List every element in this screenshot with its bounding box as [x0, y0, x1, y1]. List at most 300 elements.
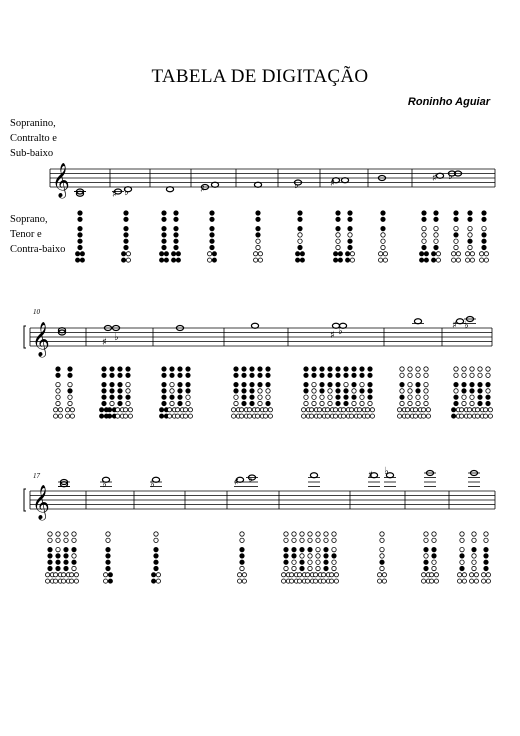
hole-open [486, 373, 490, 377]
hole-closed [210, 233, 214, 237]
hole-closed [64, 547, 68, 551]
hole-closed [162, 233, 166, 237]
hole-open [470, 579, 474, 583]
hole-closed [234, 389, 238, 393]
hole-closed [338, 258, 342, 262]
hole-open [126, 382, 130, 386]
hole-open [170, 389, 174, 393]
hole-open [434, 573, 438, 577]
hole-open [462, 401, 466, 405]
hole-open [332, 547, 336, 551]
hole-closed [106, 560, 110, 564]
hole-closed [250, 373, 254, 377]
hole-open [302, 414, 306, 418]
fingering-chart-icon [186, 367, 190, 406]
fingering-chart-icon [308, 532, 312, 571]
hole-open [74, 579, 78, 583]
hole-closed [56, 373, 60, 377]
hole-closed [48, 560, 52, 564]
hole-open [56, 547, 60, 551]
hole-closed [336, 401, 340, 405]
hole-open [360, 382, 364, 386]
hole-open [66, 414, 70, 418]
hole-open [484, 408, 488, 412]
fingering-chart-icon [432, 532, 436, 571]
hole-open [383, 258, 387, 262]
hole-closed [320, 373, 324, 377]
hole-closed [172, 252, 176, 256]
hole-open [379, 252, 383, 256]
hole-open [462, 367, 466, 371]
hole-open [348, 233, 352, 237]
hole-closed [432, 547, 436, 551]
hole-open [422, 579, 426, 583]
hole-closed [164, 252, 168, 256]
hole-open [470, 401, 474, 405]
hole-open [328, 389, 332, 393]
hole-closed [336, 217, 340, 221]
hole-closed [308, 547, 312, 551]
hole-open [240, 414, 244, 418]
hole-closed [102, 395, 106, 399]
hole-closed [250, 401, 254, 405]
hole-closed [106, 566, 110, 570]
fingering-chart-icon [124, 211, 128, 250]
hole-open [284, 532, 288, 536]
hole-closed [424, 566, 428, 570]
measure-number-17: 17 [33, 472, 40, 480]
hole-open [116, 414, 120, 418]
hole-closed [368, 395, 372, 399]
hole-open [468, 408, 472, 412]
hole-open [266, 389, 270, 393]
hole-open [66, 408, 70, 412]
hole-closed [118, 401, 122, 405]
hole-open [484, 258, 488, 262]
hole-open [240, 566, 244, 570]
fingering-chart-icon [110, 367, 114, 406]
hole-open [316, 538, 320, 542]
hole-open [370, 408, 374, 412]
hole-closed [176, 252, 180, 256]
hole-open [426, 408, 430, 412]
hole-open [332, 532, 336, 536]
hole-open [70, 408, 74, 412]
hole-open [416, 367, 420, 371]
hole-open [400, 401, 404, 405]
fingering-chart-icon [118, 367, 122, 406]
hole-open [458, 573, 462, 577]
hole-open [424, 382, 428, 386]
hole-open [254, 252, 258, 256]
hole-open [308, 554, 312, 558]
hole-open [434, 579, 438, 583]
hole-open [380, 538, 384, 542]
hole-open [126, 252, 130, 256]
fingering-chart-icon [328, 367, 332, 406]
hole-closed [124, 211, 128, 215]
hole-closed [368, 382, 372, 386]
hole-open [258, 252, 262, 256]
hole-open [74, 573, 78, 577]
fingering-chart-icon [304, 367, 308, 406]
hole-open [306, 579, 310, 583]
hole-closed [118, 367, 122, 371]
hole-closed [108, 579, 112, 583]
hole-open [486, 573, 490, 577]
hole-closed [106, 547, 110, 551]
hole-closed [242, 401, 246, 405]
hole-closed [296, 258, 300, 262]
hole-open [414, 414, 418, 418]
whole-note [211, 182, 218, 187]
hole-open [400, 367, 404, 371]
fingering-chart-icon [380, 532, 384, 571]
whole-note [341, 178, 348, 183]
hole-closed [352, 373, 356, 377]
hole-open [304, 395, 308, 399]
hole-open [282, 573, 286, 577]
fingering-chart-icon [344, 367, 348, 406]
hole-open [242, 579, 246, 583]
sharp-icon: ♯ [368, 470, 373, 481]
hole-open [310, 408, 314, 412]
hole-open [56, 389, 60, 393]
fingering-chart-icon [468, 211, 472, 250]
fingering-chart-icon [316, 532, 320, 571]
hole-open [379, 258, 383, 262]
hole-open [366, 408, 370, 412]
hole-open [462, 579, 466, 583]
hole-open [360, 401, 364, 405]
label-upper-line-1: Sopranino, [10, 118, 56, 129]
hole-open [432, 538, 436, 542]
hole-closed [432, 258, 436, 262]
hole-closed [284, 560, 288, 564]
fingering-chart-icon [234, 367, 238, 406]
hole-open [470, 395, 474, 399]
hole-open [72, 532, 76, 536]
measure-number-10: 10 [33, 308, 40, 316]
fingering-chart-icon [102, 367, 106, 406]
hole-open [186, 401, 190, 405]
hole-closed [118, 382, 122, 386]
hole-open [64, 538, 68, 542]
hole-closed [296, 252, 300, 256]
hole-open [458, 579, 462, 583]
hole-open [424, 532, 428, 536]
hole-closed [234, 367, 238, 371]
hole-open [54, 579, 58, 583]
hole-open [408, 367, 412, 371]
hole-closed [422, 245, 426, 249]
hole-open [466, 252, 470, 256]
hole-open [300, 532, 304, 536]
hole-open [330, 579, 334, 583]
hole-closed [110, 389, 114, 393]
hole-closed [482, 217, 486, 221]
hole-closed [320, 367, 324, 371]
hole-closed [210, 226, 214, 230]
hole-open [350, 258, 354, 262]
hole-open [56, 382, 60, 386]
hole-open [436, 258, 440, 262]
hole-open [254, 258, 258, 262]
hole-open [460, 532, 464, 536]
hole-closed [178, 373, 182, 377]
hole-open [408, 401, 412, 405]
hole-closed [154, 566, 158, 570]
hole-closed [124, 233, 128, 237]
hole-open [176, 408, 180, 412]
hole-closed [110, 395, 114, 399]
fingering-chart-icon [162, 367, 166, 406]
fingering-chart-icon [48, 532, 52, 571]
hole-open [414, 408, 418, 412]
fingering-chart-icon [416, 367, 420, 406]
hole-closed [266, 382, 270, 386]
treble-clef-icon: 𝄞 [32, 485, 50, 520]
hole-open [454, 367, 458, 371]
hole-closed [178, 382, 182, 386]
hole-closed [160, 258, 164, 262]
hole-open [424, 554, 428, 558]
fingering-chart-icon [178, 367, 182, 406]
hole-open [336, 245, 340, 249]
hole-closed [424, 547, 428, 551]
hole-closed [368, 389, 372, 393]
hole-open [322, 579, 326, 583]
hole-open [316, 547, 320, 551]
fingering-chart-icon [250, 367, 254, 406]
hole-open [472, 538, 476, 542]
hole-open [378, 579, 382, 583]
hole-closed [76, 258, 80, 262]
hole-open [62, 573, 66, 577]
fingering-chart-icon [126, 367, 130, 406]
hole-open [318, 408, 322, 412]
hole-closed [178, 367, 182, 371]
hole-open [116, 408, 120, 412]
hole-open [462, 573, 466, 577]
hole-closed [346, 252, 350, 256]
fingering-chart-icon [381, 211, 385, 250]
hole-open [350, 408, 354, 412]
flat-icon: ♭ [248, 474, 253, 485]
whole-note [310, 473, 317, 478]
hole-closed [352, 367, 356, 371]
hole-open [480, 258, 484, 262]
hole-closed [434, 217, 438, 221]
hole-closed [334, 258, 338, 262]
fingering-chart-icon [462, 367, 466, 406]
hole-closed [482, 211, 486, 215]
hole-open [316, 560, 320, 564]
hole-closed [298, 217, 302, 221]
hole-closed [152, 579, 156, 583]
hole-closed [256, 217, 260, 221]
hole-closed [118, 373, 122, 377]
hole-closed [381, 217, 385, 221]
hole-closed [324, 547, 328, 551]
hole-closed [210, 245, 214, 249]
hole-closed [68, 389, 72, 393]
hole-open [478, 373, 482, 377]
hole-closed [234, 373, 238, 377]
hole-open [432, 566, 436, 570]
hole-open [468, 245, 472, 249]
hole-closed [162, 239, 166, 243]
hole-open [312, 395, 316, 399]
hole-open [184, 408, 188, 412]
hole-closed [102, 389, 106, 393]
hole-closed [172, 258, 176, 262]
hole-open [474, 573, 478, 577]
hole-open [110, 401, 114, 405]
hole-open [334, 573, 338, 577]
hole-closed [80, 252, 84, 256]
hole-open [54, 408, 58, 412]
hole-closed [162, 245, 166, 249]
fingering-chart-icon [360, 367, 364, 406]
hole-closed [100, 408, 104, 412]
hole-closed [324, 554, 328, 558]
hole-open [484, 414, 488, 418]
hole-closed [118, 389, 122, 393]
hole-open [72, 566, 76, 570]
hole-closed [486, 401, 490, 405]
hole-closed [298, 245, 302, 249]
hole-open [156, 579, 160, 583]
sharp-icon: ♯ [112, 189, 117, 200]
hole-open [472, 532, 476, 536]
hole-open [488, 414, 492, 418]
hole-open [381, 233, 385, 237]
hole-closed [352, 382, 356, 386]
hole-closed [250, 395, 254, 399]
hole-closed [48, 547, 52, 551]
hole-open [470, 258, 474, 262]
hole-closed [102, 382, 106, 386]
sharp-icon: ♯ [102, 337, 107, 348]
hole-open [360, 395, 364, 399]
hole-closed [212, 252, 216, 256]
hole-closed [462, 382, 466, 386]
hole-closed [76, 252, 80, 256]
hole-open [264, 408, 268, 412]
hole-open [486, 389, 490, 393]
hole-open [248, 414, 252, 418]
hole-closed [56, 367, 60, 371]
hole-closed [108, 408, 112, 412]
hole-closed [478, 389, 482, 393]
hole-open [408, 373, 412, 377]
hole-open [58, 414, 62, 418]
hole-open [256, 414, 260, 418]
hole-open [366, 414, 370, 418]
flat-icon: ♭ [114, 332, 119, 343]
hole-open [468, 226, 472, 230]
hole-open [48, 532, 52, 536]
hole-closed [336, 373, 340, 377]
hole-open [70, 414, 74, 418]
hole-open [466, 258, 470, 262]
hole-closed [152, 573, 156, 577]
hole-closed [300, 566, 304, 570]
fingering-chart-icon [434, 211, 438, 250]
hole-open [470, 252, 474, 256]
hole-open [316, 554, 320, 558]
hole-open [436, 252, 440, 256]
hole-open [282, 579, 286, 583]
hole-closed [360, 373, 364, 377]
hole-open [290, 573, 294, 577]
hole-closed [482, 245, 486, 249]
hole-closed [468, 239, 472, 243]
hole-open [350, 252, 354, 256]
fingering-chart-icon [454, 367, 458, 406]
hole-open [176, 414, 180, 418]
label-lower-line-3: Contra-baixo [10, 244, 66, 255]
fingering-chart-icon [258, 367, 262, 406]
hole-open [330, 573, 334, 577]
flat-icon: ♭ [102, 479, 107, 490]
hole-open [322, 573, 326, 577]
hole-open [454, 373, 458, 377]
hole-open [298, 573, 302, 577]
hole-open [188, 408, 192, 412]
hole-open [422, 226, 426, 230]
fingering-chart-icon [78, 211, 82, 250]
fingering-chart-icon [56, 532, 60, 571]
hole-open [422, 573, 426, 577]
hole-closed [240, 554, 244, 558]
hole-closed [482, 233, 486, 237]
hole-closed [124, 245, 128, 249]
hole-closed [344, 401, 348, 405]
fingering-chart-icon [240, 532, 244, 571]
hole-open [474, 579, 478, 583]
hole-open [332, 566, 336, 570]
hole-open [302, 408, 306, 412]
hole-closed [486, 382, 490, 386]
fingering-chart-icon [332, 532, 336, 571]
hole-open [156, 573, 160, 577]
hole-closed [348, 245, 352, 249]
hole-closed [186, 367, 190, 371]
hole-open [381, 245, 385, 249]
hole-open [292, 538, 296, 542]
hole-closed [334, 252, 338, 256]
hole-closed [124, 239, 128, 243]
hole-closed [478, 395, 482, 399]
hole-closed [380, 560, 384, 564]
hole-closed [124, 217, 128, 221]
hole-open [460, 538, 464, 542]
hole-closed [266, 401, 270, 405]
hole-open [264, 414, 268, 418]
hole-open [154, 532, 158, 536]
treble-clef-icon: 𝄞 [32, 322, 50, 357]
hole-closed [68, 367, 72, 371]
hole-open [104, 579, 108, 583]
hole-closed [300, 258, 304, 262]
hole-open [170, 401, 174, 405]
hole-closed [72, 560, 76, 564]
hole-closed [126, 395, 130, 399]
hole-closed [210, 211, 214, 215]
hole-closed [176, 258, 180, 262]
